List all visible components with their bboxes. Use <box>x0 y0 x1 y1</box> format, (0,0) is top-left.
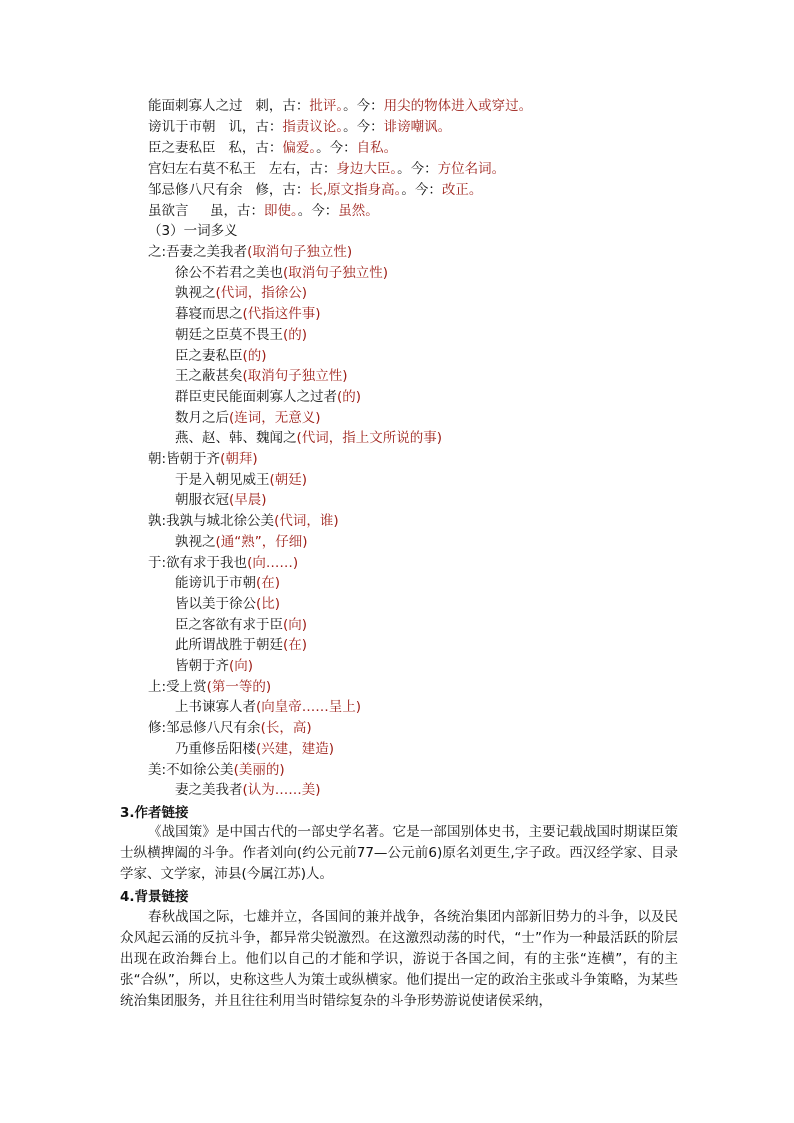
yici-sentence: 不如徐公美 <box>166 761 234 778</box>
yici-row <box>148 678 271 696</box>
guci-word: 臣之妻私臣 <box>148 140 216 156</box>
yici-note: (连词，无意义) <box>229 409 321 426</box>
yici-row <box>175 471 307 489</box>
yici-headword: 修: <box>148 720 167 737</box>
jin-meaning: 诽谤嘲讽。 <box>383 119 452 135</box>
yici-sentence: 孰视之 <box>175 533 216 550</box>
yici-sentence: 臣之客欲有求于臣 <box>175 616 283 633</box>
yici-note: (美丽的) <box>233 761 285 778</box>
jin-meaning: 虽然。 <box>338 203 379 219</box>
guci-word: 邹忌修八尺有余 <box>148 182 243 198</box>
yici-row <box>148 450 258 468</box>
guci-char: 私 <box>228 140 242 156</box>
guci-line-4 <box>148 160 505 178</box>
yici-note: (取消句子独立性) <box>283 264 389 281</box>
yici-sentence: 乃重修岳阳楼 <box>175 740 256 757</box>
yici-row <box>175 305 321 323</box>
yici-sentence: 我孰与城北徐公美 <box>166 513 275 530</box>
yici-row <box>175 657 253 675</box>
gu-label: ，古： <box>241 119 283 135</box>
yici-row <box>175 326 307 344</box>
yici-row <box>175 264 388 282</box>
guci-word: 虽欲言 <box>148 203 189 219</box>
yici-sentence: 数月之后 <box>175 409 229 426</box>
yici-note: (向) <box>229 658 254 674</box>
yici-note: (向) <box>283 616 308 633</box>
gu-label: ，古： <box>268 98 310 114</box>
yici-row <box>148 554 298 572</box>
guci-line-1 <box>148 97 532 115</box>
guci-char: 讥 <box>228 119 242 135</box>
section-heading-yici: （3）一词多义 <box>148 223 238 239</box>
yici-headword: 孰: <box>148 513 167 530</box>
yici-sentence: 朝服衣冠 <box>175 492 229 509</box>
jin-label: 。今： <box>343 98 384 114</box>
guci-char: 虽 <box>209 203 224 219</box>
yici-row <box>175 698 361 716</box>
jin-meaning: 改正。 <box>441 182 483 198</box>
yici-sentence: 上书谏寡人者 <box>175 699 256 716</box>
yici-note: (朝廷) <box>269 471 308 488</box>
yici-row <box>175 533 308 551</box>
background-paragraph: 春秋战国之际，七雄并立，各国间的兼并战争，各统治集团内部新旧势力的斗争，以及民众风起云涌的反抗斗争，都异常尖锐激烈。在这激烈动荡的时代，“士”作为一种最活跃的阶层出现在政治舞台上。他们以自己的才能和学识，游说于各国之间，有的主张“连横”，有的主张“合纵”，所以，史称这些人为策士或纵横家。他们提出一定的政治主张或斗争策略，为某些统治集团服务，并且往往利用当时错综复杂的斗争形势游说使诸侯采纳， <box>120 909 678 1009</box>
yici-sentence: 于是入朝见威王 <box>175 471 270 488</box>
yici-sentence: 王之蔽甚矣 <box>175 368 243 385</box>
guci-line-3 <box>148 139 397 157</box>
yici-sentence: 臣之妻私臣 <box>175 347 243 364</box>
yici-note: (代词，指徐公) <box>215 285 308 302</box>
yici-headword: 上: <box>148 678 167 695</box>
yici-row <box>175 616 307 634</box>
yici-note: (在) <box>256 575 281 592</box>
guci-line-2 <box>148 118 451 136</box>
yici-note: (通“熟”，仔细) <box>215 533 308 550</box>
guci-word: 能面刺寡人之过 <box>148 98 243 114</box>
yici-row <box>148 719 312 737</box>
jin-label: 。今： <box>401 182 442 198</box>
yici-row <box>175 429 442 447</box>
gu-meaning: 批评。 <box>309 98 344 114</box>
yici-sentence: 吾妻之美我者 <box>166 244 248 260</box>
jin-label: 。今： <box>316 140 357 156</box>
yici-note: (代词，指上文所说的事) <box>296 430 443 447</box>
yici-sentence: 燕、赵、韩、魏闻之 <box>175 430 297 447</box>
yici-headword: 朝: <box>148 451 167 467</box>
guci-line-5 <box>148 181 482 199</box>
yici-sentence: 暮寝而思之 <box>175 306 243 323</box>
yici-note: (取消句子独立性) <box>242 368 348 385</box>
yici-sentence: 群臣吏民能面刺寡人之过者 <box>175 388 337 405</box>
yici-note: (的) <box>337 388 362 405</box>
yici-row <box>175 367 348 385</box>
yici-note: (早晨) <box>229 492 267 509</box>
yici-sentence: 受上赏 <box>166 678 207 695</box>
guci-word: 谤讥于市朝 <box>148 119 216 135</box>
yici-row <box>148 243 352 261</box>
yici-headword: 于: <box>148 554 167 571</box>
jin-meaning: 用尖的物体进入或穿过。 <box>383 98 533 114</box>
jin-label: 。今： <box>343 119 384 135</box>
yici-note: (第一等的) <box>206 678 272 695</box>
yici-note: (代词，谁) <box>274 513 339 530</box>
yici-sentence: 皆朝于齐 <box>166 451 221 467</box>
yici-row <box>175 388 361 406</box>
yici-note: (朝拜) <box>220 451 258 467</box>
gu-meaning: 即使。 <box>263 203 298 219</box>
yici-note: (向……) <box>247 554 299 571</box>
gu-meaning: 偏爱。 <box>282 140 317 156</box>
yici-sentence: 徐公不若君之美也 <box>175 264 283 281</box>
yici-sentence: 欲有求于我也 <box>166 554 248 571</box>
author-heading: 3.作者链接 <box>120 805 189 821</box>
yici-row <box>148 512 339 530</box>
yici-note: (取消句子独立性) <box>247 244 353 260</box>
yici-row <box>175 595 280 613</box>
yici-headword: 美: <box>148 761 167 778</box>
gu-meaning: 身边大臣。 <box>336 161 398 177</box>
yici-sentence: 妻之美我者 <box>175 782 243 799</box>
yici-row <box>175 409 321 427</box>
yici-row <box>175 347 267 365</box>
jin-meaning: 自私。 <box>356 140 398 156</box>
guci-char: 修 <box>255 182 269 198</box>
yici-note: (认为……美) <box>242 782 321 799</box>
yici-note: (向皇帝……呈上) <box>256 699 362 716</box>
yici-headword: 之: <box>148 244 167 260</box>
gu-meaning: 指责议论。 <box>282 119 344 135</box>
yici-note: (长，高) <box>260 720 312 737</box>
yici-sentence: 皆朝于齐 <box>175 658 229 674</box>
gu-label: ，古： <box>223 203 264 219</box>
yici-row <box>175 636 307 654</box>
yici-sentence: 皆以美于徐公 <box>175 595 256 612</box>
yici-row <box>148 761 285 779</box>
gu-label: ，古： <box>268 182 310 198</box>
gu-label: ，古： <box>241 140 283 156</box>
yici-note: (的) <box>283 326 308 343</box>
yici-row <box>175 781 321 799</box>
yici-note: (代指这件事) <box>242 306 321 323</box>
yici-note: (的) <box>242 347 267 364</box>
yici-note: (兴建，建造) <box>256 740 335 757</box>
jin-label: 。今： <box>297 203 339 219</box>
gu-meaning: 长,原文指身高。 <box>309 182 402 198</box>
guci-word: 宫妇左右莫不私王 <box>148 161 256 177</box>
guci-char: 刺 <box>255 98 269 114</box>
gu-label: ，古： <box>295 161 337 177</box>
jin-label: 。今： <box>397 161 438 177</box>
yici-note: (比) <box>256 595 281 612</box>
yici-note: (在) <box>283 637 308 654</box>
author-paragraph: 《战国策》是中国古代的一部史学名著。它是一部国别体史书，主要记载战国时期谋臣策士纵横捭阖的斗争。作者刘向(约公元前77—公元前6)原名刘更生,字子政。西汉经学家、目录学家、文学家，沛县(今属江苏)人。 <box>120 824 678 882</box>
yici-sentence: 此所谓战胜于朝廷 <box>175 637 283 654</box>
guci-line-6 <box>148 202 379 220</box>
jin-meaning: 方位名词。 <box>437 161 506 177</box>
yici-row <box>175 284 307 302</box>
yici-row <box>175 491 267 509</box>
yici-row <box>175 740 334 758</box>
background-heading: 4.背景链接 <box>120 889 189 905</box>
yici-sentence: 孰视之 <box>175 285 216 302</box>
yici-sentence: 能谤讥于市朝 <box>175 575 256 592</box>
yici-row <box>175 574 280 592</box>
yici-sentence: 朝廷之臣莫不畏王 <box>175 326 283 343</box>
guci-char: 左右 <box>268 161 296 177</box>
yici-sentence: 邹忌修八尺有余 <box>166 720 261 737</box>
